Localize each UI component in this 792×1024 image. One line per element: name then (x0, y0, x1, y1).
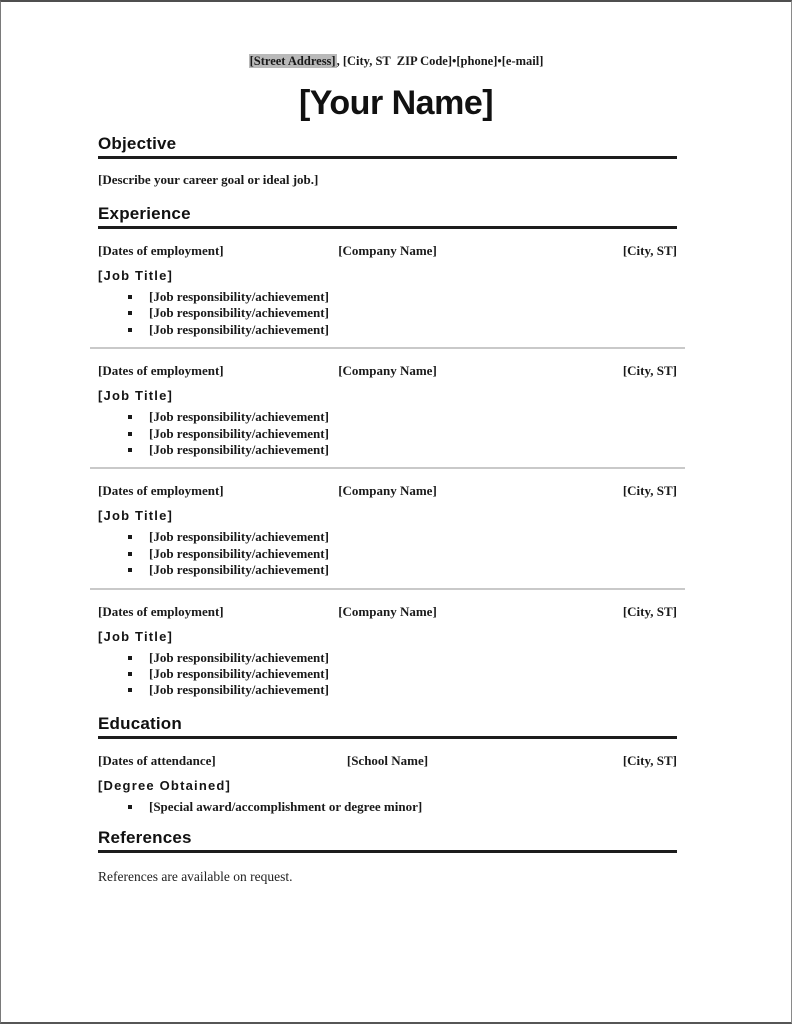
list-item (98, 650, 677, 666)
responsibility-field[interactable]: [Job responsibility/achievement] (149, 409, 329, 425)
job-title-field[interactable]: [Job Title] (98, 388, 174, 404)
list-item (98, 529, 677, 545)
section-title-references: References (98, 828, 677, 853)
bullet-square-icon (128, 552, 132, 556)
responsibility-list (98, 409, 677, 458)
experience-block (98, 363, 677, 469)
section-title-objective: Objective (98, 134, 677, 159)
experience-header-row (98, 604, 677, 620)
street-address-field[interactable]: [Street Address] (249, 54, 336, 68)
responsibility-field[interactable]: [Job responsibility/achievement] (149, 529, 329, 545)
list-item (98, 305, 677, 321)
objective-text-field[interactable]: [Describe your career goal or ideal job.] (98, 172, 319, 187)
company-field[interactable]: [Company Name] (338, 603, 437, 619)
experience-block (98, 483, 677, 589)
list-item (98, 442, 677, 458)
list-item (98, 546, 677, 562)
bullet-square-icon (128, 311, 132, 315)
contact-line-rest[interactable]: , [City, ST ZIP Code]•[phone]•[e-mail] (336, 54, 544, 68)
contact-line (1, 54, 791, 69)
company-field[interactable]: [Company Name] (338, 483, 437, 499)
city-field[interactable]: [City, ST] (622, 752, 677, 768)
responsibility-field[interactable]: [Job responsibility/achievement] (149, 321, 329, 337)
list-item (98, 682, 677, 698)
responsibility-list (98, 289, 677, 338)
school-name-field[interactable]: [School Name] (346, 752, 429, 768)
list-item (98, 322, 677, 338)
job-title-field[interactable]: [Job Title] (98, 508, 174, 524)
city-field[interactable]: [City, ST] (622, 603, 677, 619)
bullet-square-icon (128, 688, 132, 692)
your-name-field[interactable]: [Your Name] (298, 84, 494, 122)
list-item (98, 799, 677, 815)
responsibility-field[interactable]: [Job responsibility/achievement] (149, 289, 329, 304)
list-item (98, 562, 677, 578)
job-title-field[interactable]: [Job Title] (98, 268, 174, 283)
award-list (98, 799, 677, 815)
bullet-square-icon (128, 448, 132, 452)
experience-block (98, 604, 677, 699)
section-title-experience: Experience (98, 204, 677, 229)
bullet-square-icon (128, 432, 132, 436)
references-text: References are available on request. (98, 869, 293, 885)
responsibility-list (98, 529, 677, 578)
bullet-square-icon (128, 295, 132, 299)
responsibility-field[interactable]: [Job responsibility/achievement] (149, 545, 329, 561)
experience-header-row (98, 363, 677, 379)
degree-field[interactable]: [Degree Obtained] (98, 777, 232, 793)
responsibility-field[interactable]: [Job responsibility/achievement] (149, 305, 329, 321)
attendance-dates-field[interactable]: [Dates of attendance] (98, 752, 216, 768)
responsibility-field[interactable]: [Job responsibility/achievement] (149, 562, 329, 578)
bullet-square-icon (128, 805, 132, 809)
experience-header-row (98, 243, 677, 259)
city-field[interactable]: [City, ST] (622, 483, 677, 499)
responsibility-field[interactable]: [Job responsibility/achievement] (149, 649, 329, 665)
list-item (98, 426, 677, 442)
dates-field[interactable]: [Dates of employment] (98, 243, 224, 258)
education-header-row (98, 753, 677, 769)
list-item (98, 409, 677, 425)
bullet-square-icon (128, 672, 132, 676)
company-field[interactable]: [Company Name] (338, 363, 437, 379)
dates-field[interactable]: [Dates of employment] (98, 483, 224, 499)
list-item (98, 666, 677, 682)
experience-block (98, 243, 677, 349)
document-body (98, 134, 677, 885)
city-field[interactable]: [City, ST] (622, 243, 677, 258)
experience-header-row (98, 483, 677, 499)
responsibility-field[interactable]: [Job responsibility/achievement] (149, 682, 329, 698)
responsibility-field[interactable]: [Job responsibility/achievement] (149, 442, 329, 458)
bullet-square-icon (128, 535, 132, 539)
bullet-square-icon (128, 328, 132, 332)
job-title-field[interactable]: [Job Title] (98, 628, 174, 644)
job-divider (90, 347, 685, 349)
bullet-square-icon (128, 568, 132, 572)
responsibility-field[interactable]: [Job responsibility/achievement] (149, 425, 329, 441)
award-field[interactable]: [Special award/accomplishment or degree minor] (149, 798, 423, 814)
responsibility-field[interactable]: [Job responsibility/achievement] (149, 666, 329, 682)
dates-field[interactable]: [Dates of employment] (98, 363, 224, 379)
education-block (98, 753, 677, 815)
bullet-square-icon (128, 415, 132, 419)
job-divider (90, 588, 685, 590)
bullet-square-icon (128, 656, 132, 660)
job-divider (90, 467, 685, 469)
city-field[interactable]: [City, ST] (622, 363, 677, 379)
section-title-education: Education (98, 714, 677, 739)
dates-field[interactable]: [Dates of employment] (98, 603, 224, 619)
list-item (98, 289, 677, 305)
company-field[interactable]: [Company Name] (338, 243, 437, 258)
responsibility-list (98, 650, 677, 699)
